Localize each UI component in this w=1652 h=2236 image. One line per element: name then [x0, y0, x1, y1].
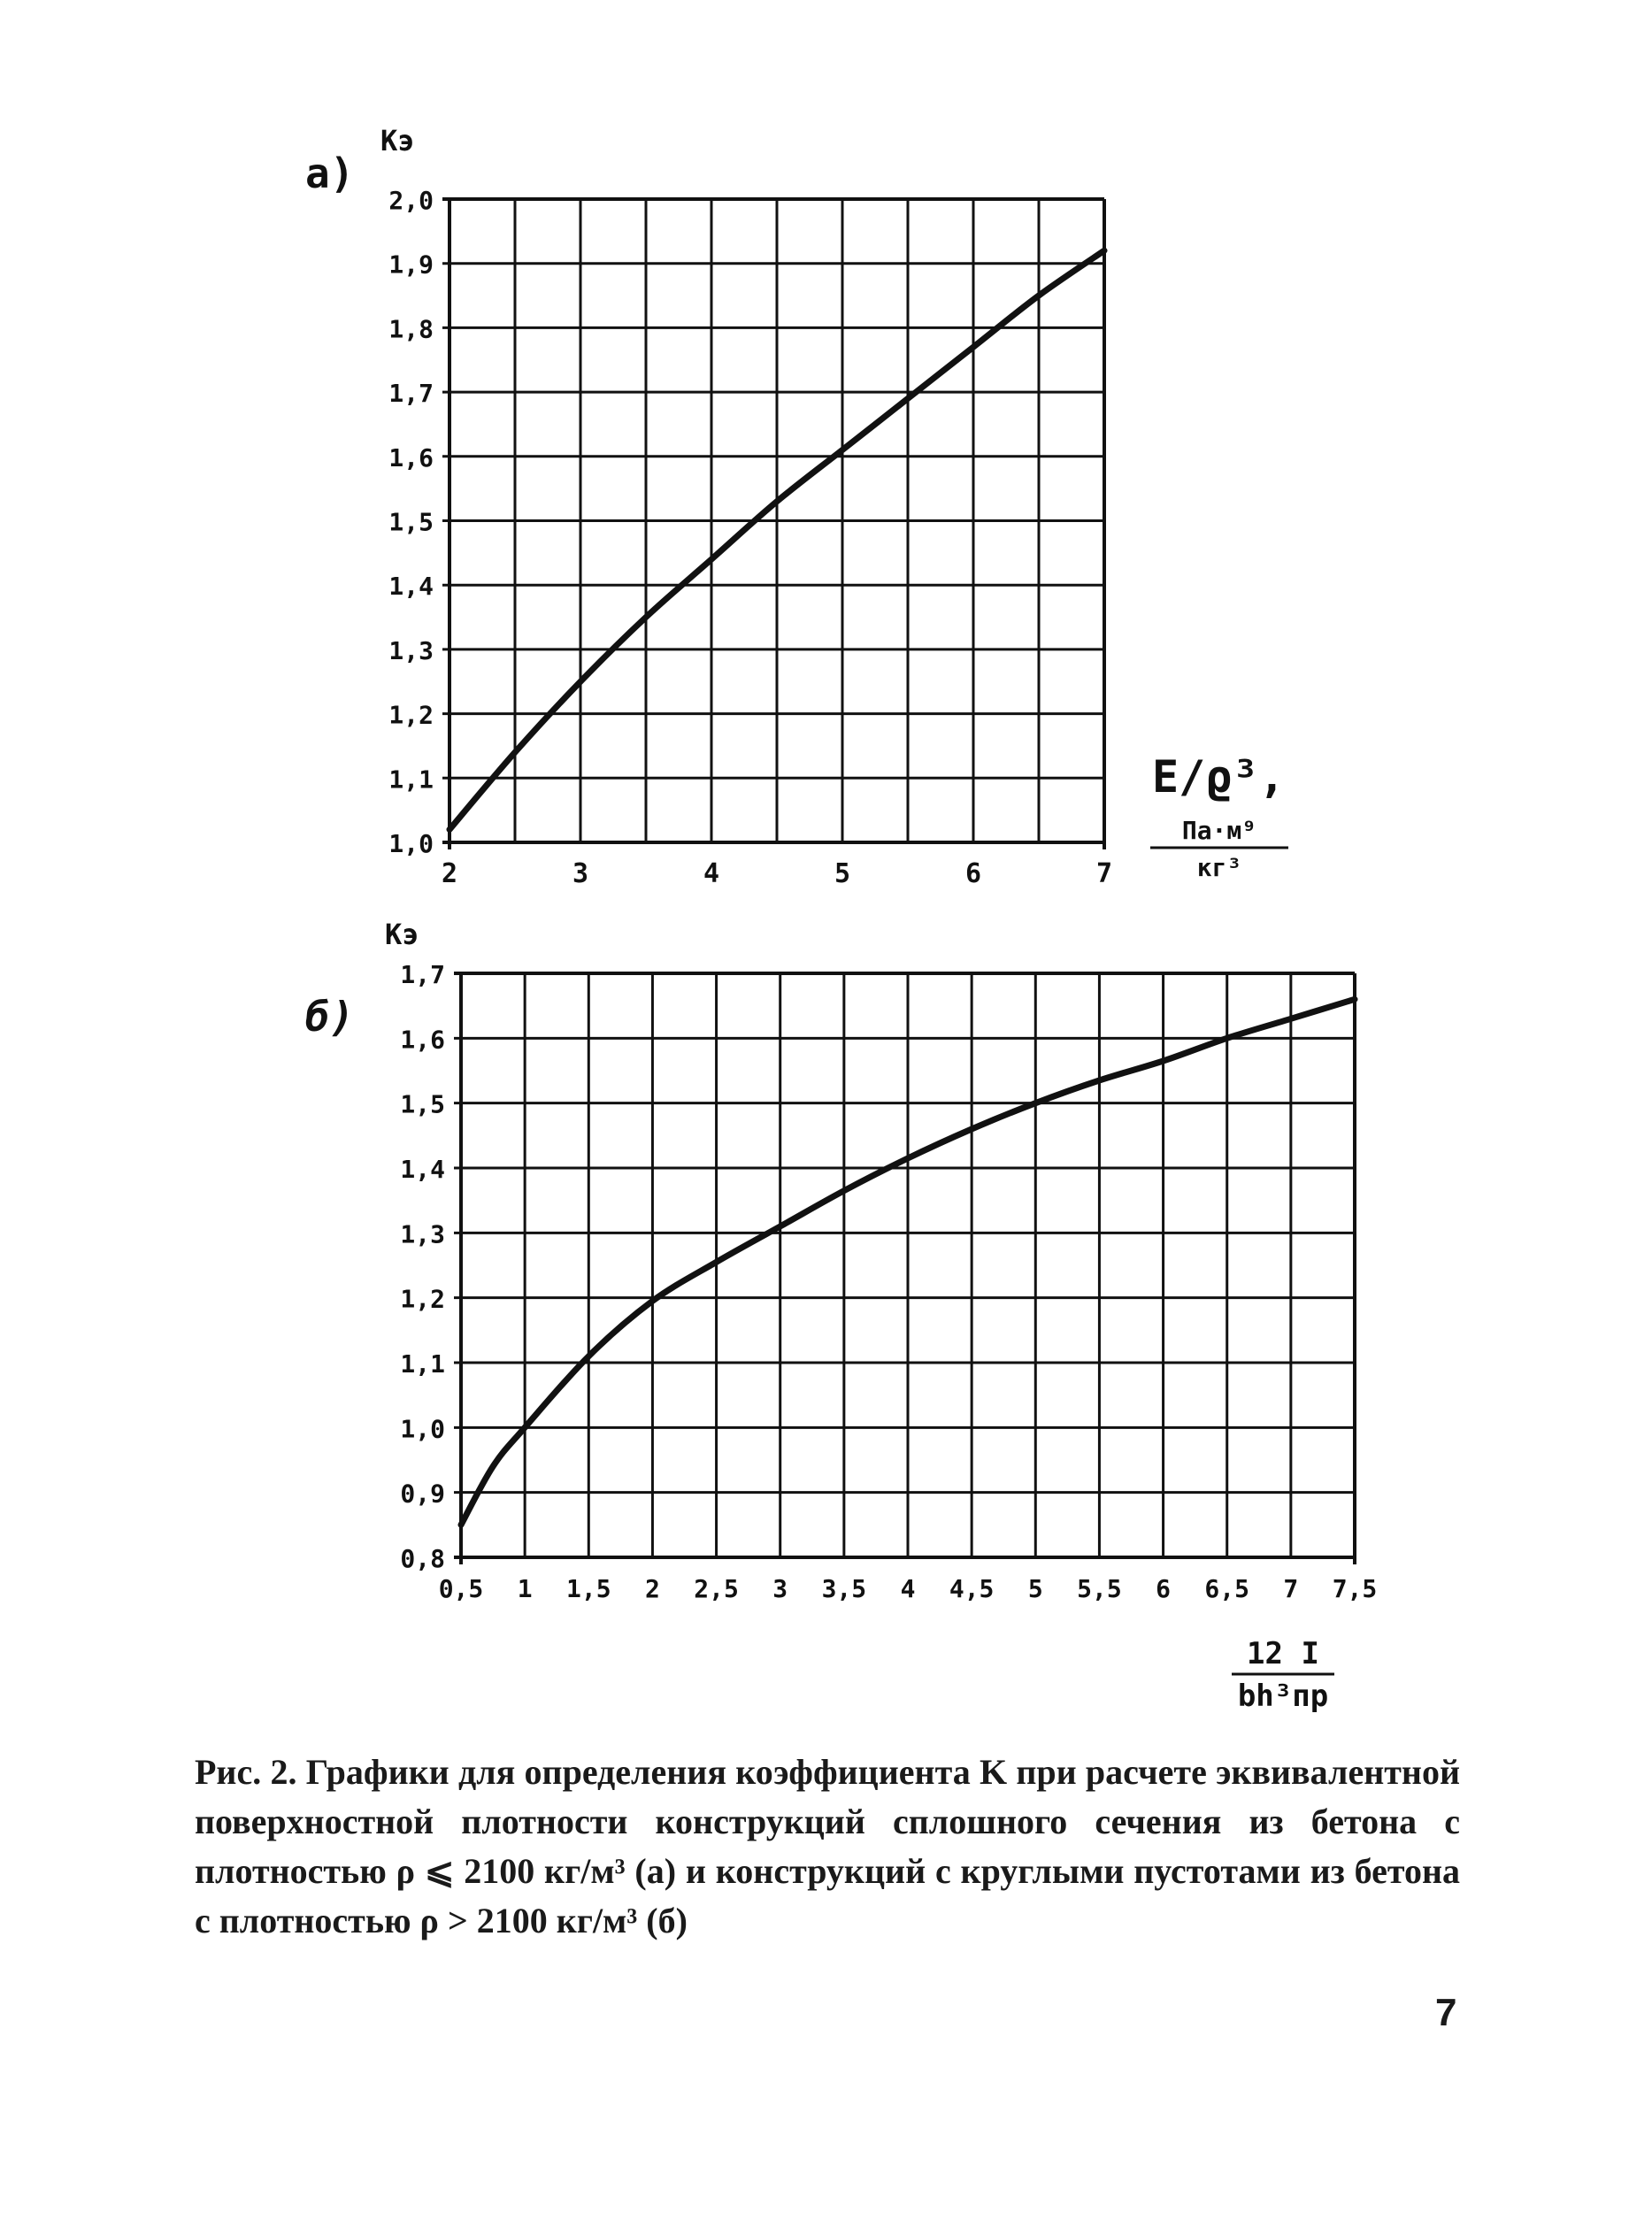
chart-b [305, 918, 1377, 1714]
chart-b-x-tick-label-3: 2 [644, 1574, 660, 1603]
chart-a-y-tick-label-2: 1,2 [388, 700, 434, 730]
chart-a-y-axis-label: Kэ [380, 124, 415, 158]
chart-b-x-tick-label-2: 1,5 [565, 1574, 611, 1603]
chart-a-x-tick-label-0: 2 [441, 858, 458, 889]
chart-b-x-tick-label-7: 4 [900, 1574, 916, 1603]
chart-b-x-tick-label-9: 5 [1027, 1574, 1043, 1603]
chart-b-y-tick-label-3: 1,1 [400, 1349, 445, 1379]
chart-b-y-tick-label-5: 1,3 [400, 1219, 445, 1249]
chart-a-x-axis-unit-denominator: кг³ [1196, 853, 1242, 882]
chart-b-x-tick-label-0: 0,5 [438, 1574, 484, 1603]
chart-b-x-axis-label-denominator: bh³пр [1237, 1679, 1329, 1714]
chart-a-y-tick-label-0: 1,0 [388, 829, 434, 858]
chart-b-x-tick-label-10: 5,5 [1077, 1574, 1122, 1603]
chart-b-y-tick-label-2: 1,0 [400, 1414, 445, 1444]
chart-a-x-tick-label-5: 7 [1095, 858, 1113, 889]
chart-a-x-tick-label-2: 4 [703, 858, 720, 889]
chart-a-x-tick-label-1: 3 [572, 858, 589, 889]
chart-a-y-tick-label-7: 1,7 [388, 379, 434, 409]
chart-a-y-tick-label-5: 1,5 [388, 507, 434, 537]
chart-b-y-axis-label: Kэ [385, 918, 419, 951]
chart-b-x-axis-label-numerator: 12 I [1247, 1636, 1319, 1671]
chart-b-x-tick-label-1: 1 [517, 1574, 533, 1603]
chart-a-x-tick-label-3: 5 [834, 858, 851, 889]
chart-b-y-tick-label-4: 1,2 [400, 1284, 445, 1314]
chart-b-x-tick-label-8: 4,5 [949, 1574, 995, 1603]
chart-b-y-tick-label-9: 1,7 [400, 960, 445, 989]
chart-b-y-tick-label-7: 1,5 [400, 1089, 445, 1119]
chart-a-x-axis-unit-numerator: Па·м⁹ [1181, 816, 1257, 845]
chart-b-x-tick-label-12: 6,5 [1204, 1574, 1250, 1603]
chart-b-x-tick-label-6: 3,5 [821, 1574, 867, 1603]
chart-a-y-tick-label-4: 1,4 [388, 572, 434, 602]
chart-b-y-tick-label-1: 0,9 [400, 1479, 445, 1509]
page-number: 7 [1435, 1991, 1457, 2034]
chart-b-x-tick-label-14: 7,5 [1332, 1574, 1378, 1603]
chart-b-y-tick-label-8: 1,6 [400, 1025, 445, 1055]
chart-a [305, 124, 1288, 889]
chart-b-panel-label: б) [305, 993, 355, 1041]
chart-a-x-tick-label-4: 6 [964, 858, 982, 889]
figure-caption: Рис. 2. Графики для определения коэффициента K при расчете эквивалентной поверхностной плотности конструкций сплошного сечения из бетона с плотностью ρ ⩽ 2100 кг/м³ (а) и конструкций с круглыми пустотами из бетона с плотностью ρ > 2100 кг/м³ (б) [195, 1752, 1460, 1940]
chart-b-y-tick-label-0: 0,8 [400, 1544, 445, 1573]
chart-b-y-tick-label-6: 1,4 [400, 1155, 445, 1184]
chart-a-y-tick-label-1: 1,1 [388, 765, 434, 795]
chart-a-y-tick-label-6: 1,6 [388, 442, 434, 473]
chart-a-y-tick-label-8: 1,8 [388, 314, 434, 344]
chart-b-x-tick-label-4: 2,5 [694, 1574, 739, 1603]
chart-a-panel-label: a) [305, 150, 355, 197]
chart-a-y-tick-label-3: 1,3 [388, 635, 434, 665]
chart-a-y-tick-label-9: 1,9 [388, 250, 434, 280]
chart-a-x-axis-label: E/ϱ³, [1152, 751, 1286, 803]
chart-b-x-tick-label-5: 3 [772, 1574, 788, 1603]
chart-b-x-tick-label-11: 6 [1156, 1574, 1172, 1603]
chart-a-y-tick-label-10: 2,0 [388, 186, 434, 215]
chart-b-x-tick-label-13: 7 [1283, 1574, 1299, 1603]
